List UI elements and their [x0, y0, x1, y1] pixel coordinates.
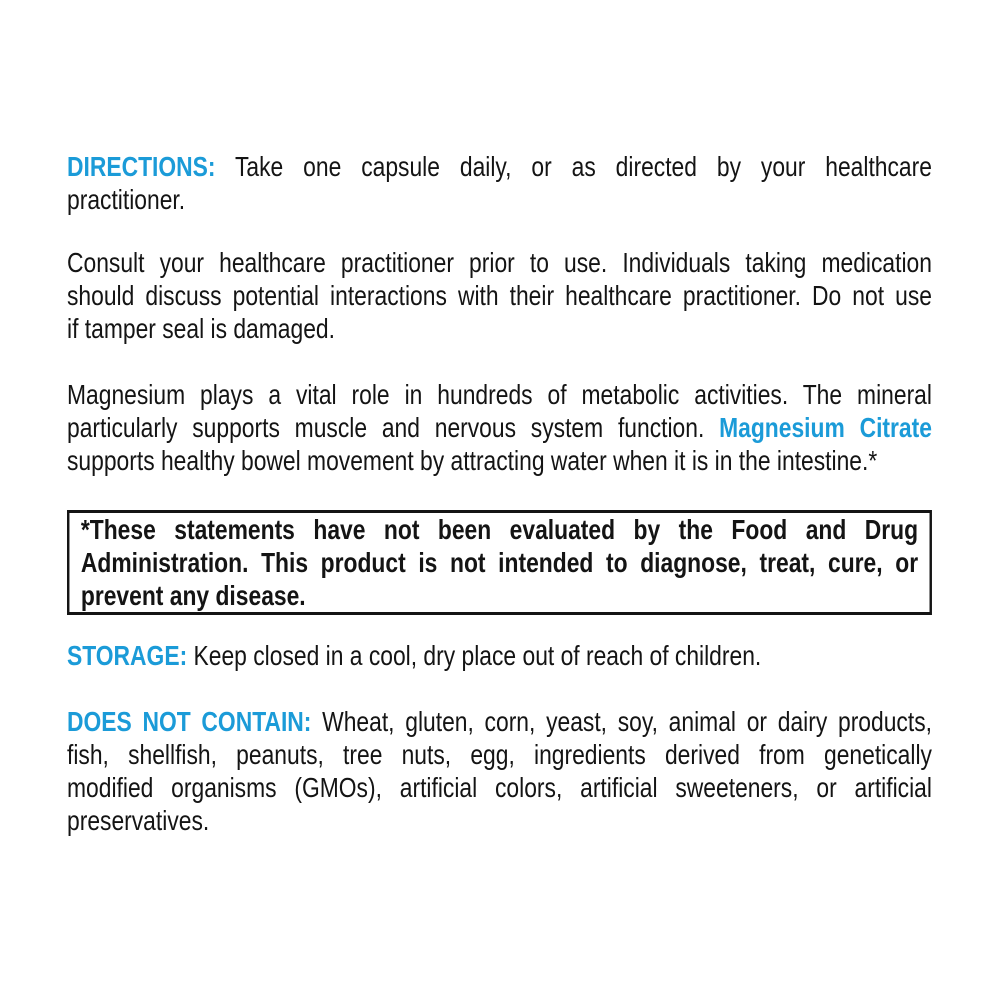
directions-line-2: practitioner.: [67, 184, 186, 215]
storage-text: Keep closed in a cool, dry place out of reach of children.: [187, 640, 762, 671]
disclaimer-line-2: Administration. This product is not intended to diagnose, treat, cure, or: [80, 547, 919, 578]
benefits-line-2-text: particularly supports muscle and nervous system function.: [67, 412, 720, 443]
consult-line-1: Consult your healthcare practitioner prior to use. Individuals taking medication: [67, 247, 932, 278]
consult-paragraph: [67, 246, 932, 345]
disclaimer-line-1: *These statements have not been evaluated by the Food and Drug: [80, 514, 919, 545]
does-not-contain-paragraph: [67, 705, 932, 837]
benefits-paragraph: [67, 378, 932, 477]
benefits-line-3: supports healthy bowel movement by attracting water when it is in the intestine.*: [67, 445, 878, 476]
disclaimer-line-3: prevent any disease.: [80, 580, 306, 611]
consult-line-2: should discuss potential interactions with their healthcare practitioner. Do not use: [67, 280, 932, 311]
directions-line-1-text: Take one capsule daily, or as directed by your healthcare: [215, 151, 932, 182]
benefits-line-1: Magnesium plays a vital role in hundreds of metabolic activities. The mineral: [67, 379, 932, 410]
storage-paragraph: [67, 639, 932, 672]
benefits-line-2: [67, 411, 932, 444]
magnesium-citrate-highlight: Magnesium Citrate: [719, 412, 932, 443]
storage-line: [67, 639, 932, 672]
dnc-line-2: fish, shellfish, peanuts, tree nuts, egg, ingredients derived from genetically: [67, 739, 932, 770]
storage-heading: STORAGE:: [67, 640, 188, 671]
fda-disclaimer-box: [67, 510, 932, 615]
directions-paragraph: [67, 150, 932, 216]
dnc-line-1: [67, 705, 932, 738]
dnc-line-1-text: Wheat, gluten, corn, yeast, soy, animal or dairy products,: [311, 706, 932, 737]
label-text-column: [67, 0, 932, 837]
dnc-line-3: modified organisms (GMOs), artificial colors, artificial sweeteners, or artificial: [67, 772, 932, 803]
directions-heading: DIRECTIONS:: [67, 151, 216, 182]
consult-line-3: if tamper seal is damaged.: [67, 313, 335, 344]
dnc-line-4: preservatives.: [67, 805, 210, 836]
directions-line-1: [67, 150, 932, 183]
does-not-contain-heading: DOES NOT CONTAIN:: [67, 706, 312, 737]
